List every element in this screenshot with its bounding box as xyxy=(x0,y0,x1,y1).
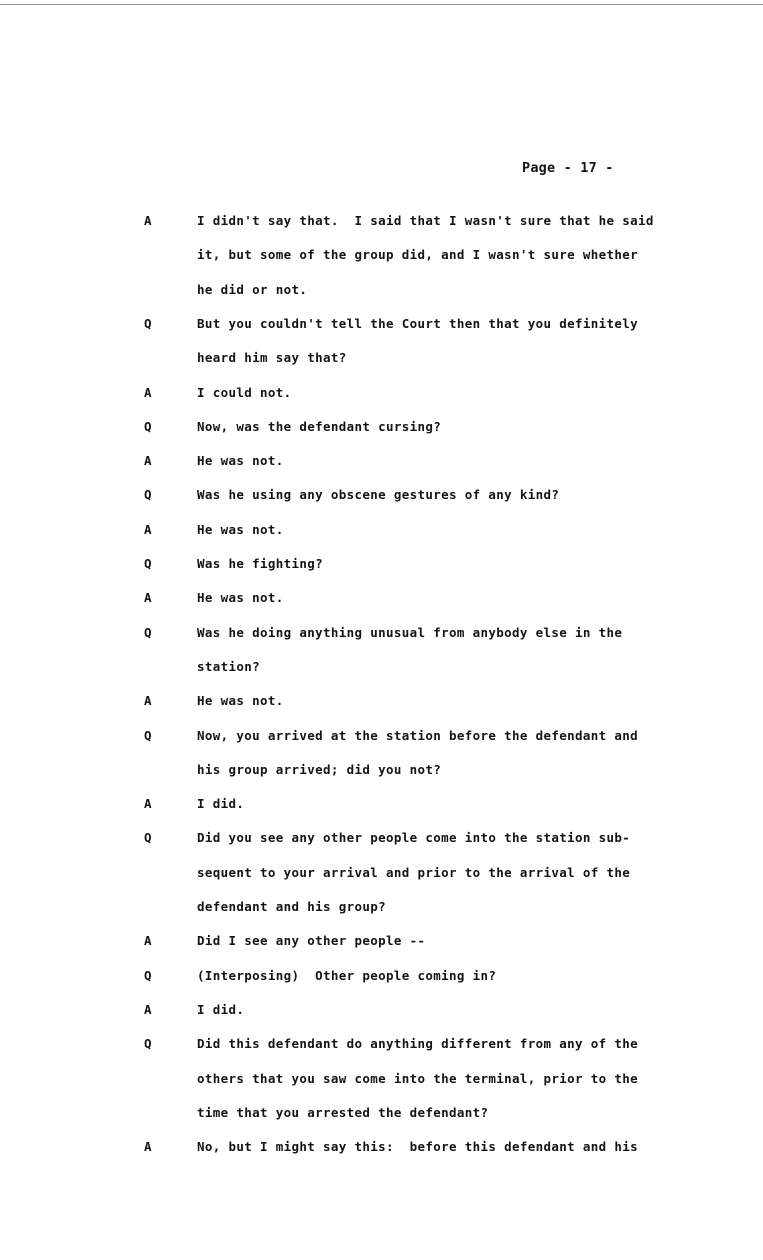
answer-marker: A xyxy=(144,453,152,469)
question-marker: Q xyxy=(144,315,152,331)
transcript-line: station? xyxy=(197,658,261,674)
answer-marker: A xyxy=(144,384,152,400)
answer-marker: A xyxy=(144,1001,152,1017)
transcript-line: Did you see any other people come into the station sub- xyxy=(197,830,631,846)
transcript-line: He was not. xyxy=(197,590,284,606)
transcript-line: He was not. xyxy=(197,521,284,537)
transcript-line: I didn't say that. I said that I wasn't sure that he said xyxy=(197,213,654,228)
question-marker: Q xyxy=(144,830,152,846)
transcript-line: others that you saw come into the terminal, prior to the xyxy=(197,1070,639,1086)
question-marker: Q xyxy=(144,418,152,434)
transcript-line: he did or not. xyxy=(197,281,308,297)
transcript-line: time that you arrested the defendant? xyxy=(197,1104,489,1120)
answer-marker: A xyxy=(144,213,152,228)
transcript-line: heard him say that? xyxy=(197,350,347,366)
question-marker: Q xyxy=(144,487,152,503)
answer-marker: A xyxy=(144,521,152,537)
transcript-line: He was not. xyxy=(197,453,284,469)
transcript-line: I did. xyxy=(197,1001,245,1017)
transcript-line: Was he doing anything unusual from anybody else in the xyxy=(197,624,623,640)
question-marker: Q xyxy=(144,624,152,640)
transcript-line: But you couldn't tell the Court then that you definitely xyxy=(197,315,639,331)
transcript-line: sequent to your arrival and prior to the arrival of the xyxy=(197,864,631,880)
transcript-line: his group arrived; did you not? xyxy=(197,761,442,777)
transcript-line: it, but some of the group did, and I wasn't sure whether xyxy=(197,247,639,263)
transcript-line: Now, you arrived at the station before the defendant and xyxy=(197,727,639,743)
transcript-line: Now, was the defendant cursing? xyxy=(197,418,442,434)
transcript-line: Did this defendant do anything different from any of the xyxy=(197,1036,639,1052)
transcript-line: defendant and his group? xyxy=(197,899,387,914)
transcript-line: Was he using any obscene gestures of any kind? xyxy=(197,487,560,503)
transcript-line: He was not. xyxy=(197,693,284,709)
question-marker: Q xyxy=(144,967,152,983)
top-scan-rule xyxy=(0,4,763,5)
transcript-line: No, but I might say this: before this defendant and his xyxy=(197,1139,639,1155)
question-marker: Q xyxy=(144,727,152,743)
transcript-line: Did I see any other people -- xyxy=(197,933,426,949)
transcript-line: I could not. xyxy=(197,384,292,400)
answer-marker: A xyxy=(144,1139,152,1155)
transcript-line: I did. xyxy=(197,796,245,812)
transcript-line: (Interposing) Other people coming in? xyxy=(197,967,497,983)
answer-marker: A xyxy=(144,693,152,709)
answer-marker: A xyxy=(144,590,152,606)
answer-marker: A xyxy=(144,796,152,812)
transcript-line: Was he fighting? xyxy=(197,556,324,571)
page-number: Page - 17 - xyxy=(522,160,614,176)
question-marker: Q xyxy=(144,556,152,571)
question-marker: Q xyxy=(144,1036,152,1052)
answer-marker: A xyxy=(144,933,152,949)
